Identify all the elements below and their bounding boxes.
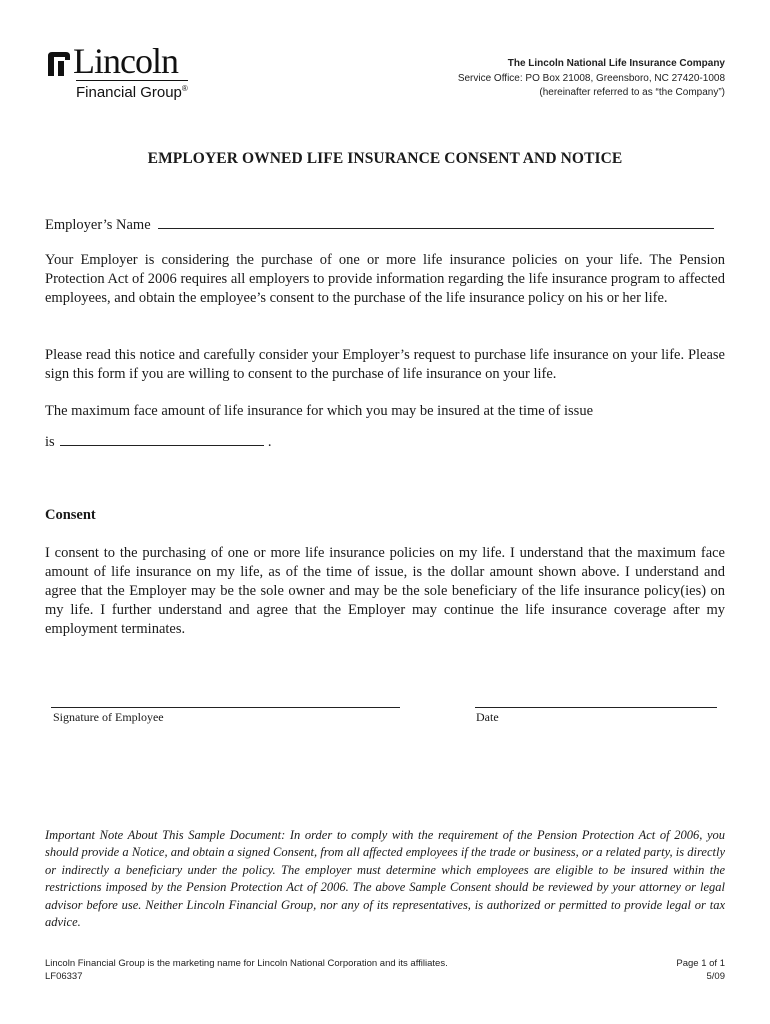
company-info [458, 57, 725, 101]
logo-wordmark: Lincoln [73, 41, 178, 81]
lincoln-logo-icon [46, 50, 72, 78]
footer-marketing: Lincoln Financial Group is the marketing name for Lincoln National Corporation and its affiliates. [45, 958, 448, 969]
logo-subtitle: Financial Group® [76, 84, 188, 101]
company-name: The Lincoln National Life Insurance Company [507, 58, 725, 69]
employee-signature-label: Signature of Employee [53, 710, 164, 724]
face-amount-field[interactable] [60, 431, 264, 446]
lincoln-logo [46, 41, 206, 106]
face-amount-period: . [267, 434, 272, 450]
intro-paragraph: Your Employer is considering the purchase of one or more life insurance policies on your life. The Pension Protection Act of 2006 requires all employers to provide information regarding the life insurance program to affected employees, and obtain the employee’s consent to the purchase of the life insurance policy on his or her life. [45, 252, 725, 306]
face-amount-row [45, 431, 725, 452]
date-line[interactable] [475, 707, 717, 708]
consent-paragraph: I consent to the purchasing of one or more life insurance policies on my life. I understand that the maximum face amount of life insurance on my life, as of the time of issue, is the dollar amount shown above. I understand and agree that the Employer may be the sole owner and may be the sole beneficiary of the life insurance policy(ies) on my life. I further understand and agree that the Employer may continue the life insurance coverage after my employment terminates. [45, 545, 725, 637]
page-title: EMPLOYER OWNED LIFE INSURANCE CONSENT AND NOTICE [147, 150, 623, 167]
consent-heading: Consent [45, 507, 96, 523]
instructions-paragraph: Please read this notice and carefully consider your Employer’s request to purchase life insurance on your life. Please sign this form if you are willing to consent to the purchase of life insurance on your life. [45, 347, 725, 382]
footer-right [676, 957, 725, 983]
employer-name-label: Employer’s Name [45, 217, 151, 233]
company-hereinafter: (hereinafter referred to as “the Company”) [539, 87, 725, 98]
date-label: Date [476, 710, 499, 724]
employer-name-field[interactable] [158, 214, 714, 229]
face-amount-is: is [45, 434, 55, 450]
footer-page: Page 1 of 1 [676, 958, 725, 969]
footer-date: 5/09 [706, 971, 725, 982]
employee-signature-line[interactable] [51, 707, 400, 708]
logo-divider [76, 80, 188, 81]
employer-name-row [45, 214, 725, 235]
company-address: Service Office: PO Box 21008, Greensboro, NC 27420-1008 [457, 72, 725, 84]
face-amount-paragraph: The maximum face amount of life insurance for which you may be insured at the time of issue [45, 403, 594, 419]
important-note: Important Note About This Sample Document: In order to comply with the requirement of the Pension Protection Act of 2006, you should provide a Notice, and obtain a signed Consent, from all affected employees if the trade or business, or a related party, is directly or indirectly a beneficiary under the policy. The employer must determine which employees are eligible to be insured within the restrictions imposed by the Pension Protection Act of 2006. The above Sample Consent should be reviewed by your attorney or legal advisor before use. Neither Lincoln Financial Group, nor any of its representatives, is authorized or permitted to provide legal or tax advice. [45, 828, 725, 930]
footer-left [45, 957, 448, 983]
footer-form-number: LF06337 [45, 971, 83, 982]
